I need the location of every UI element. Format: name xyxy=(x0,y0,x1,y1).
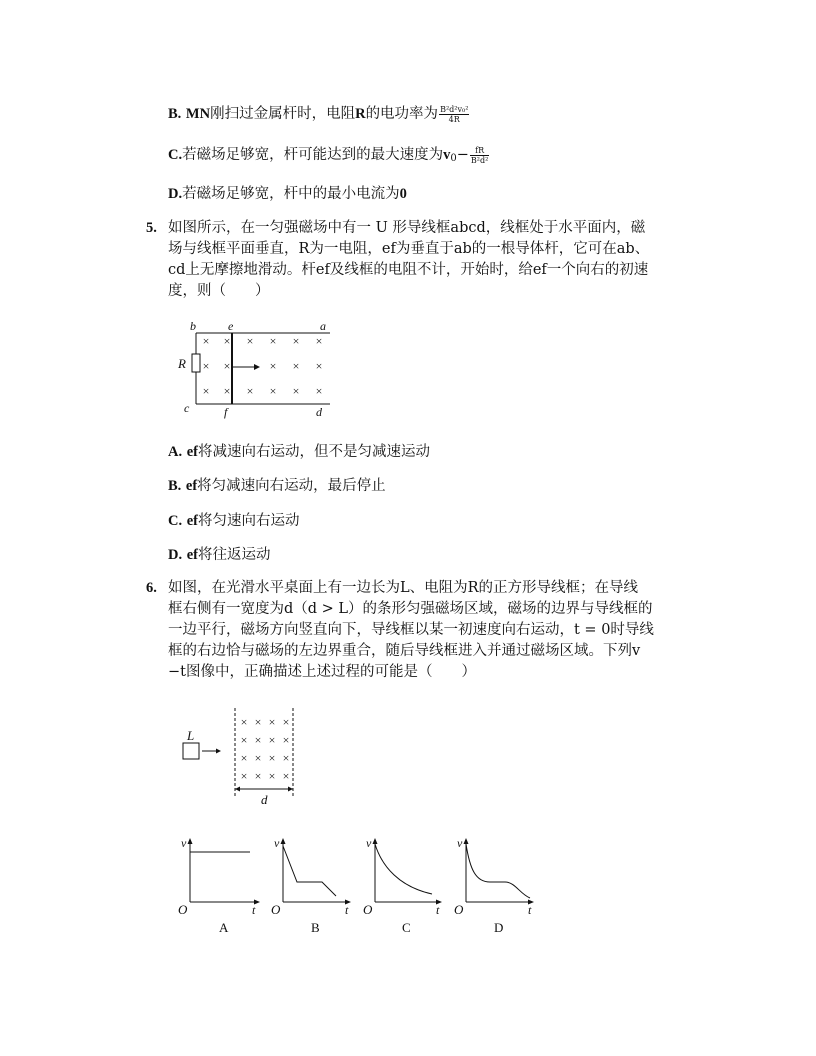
label-d: d xyxy=(261,792,268,807)
field-cross-mark: × xyxy=(282,715,290,729)
q5-stem-line: 场与线框平面垂直，R为一电阻，ef为垂直于ab的一根导体杆，它可在ab、 xyxy=(168,241,650,257)
q5-option-c: C. ef将匀速向右运动 xyxy=(168,513,300,529)
field-cross-mark: × xyxy=(240,769,248,783)
label-b: b xyxy=(190,319,196,333)
label-a: a xyxy=(320,319,326,333)
field-cross-mark: × xyxy=(268,769,276,783)
field-cross-mark: × xyxy=(254,751,262,765)
field-cross-mark: × xyxy=(268,733,276,747)
label-l: L xyxy=(187,728,195,743)
speed-fraction: $\frac{fR}{\text{B²d²}}$ xyxy=(470,145,489,165)
field-cross-mark: × xyxy=(254,733,262,747)
axis-v-label: v xyxy=(366,836,372,850)
label-d: d xyxy=(316,405,322,419)
q5-stem-line: cd上无摩擦地滑动。杆ef及线框的电阻不计，开始时，给ef一个向右的初速 xyxy=(168,262,649,278)
dimension-arrow-right-icon xyxy=(288,787,293,792)
graph-d xyxy=(454,836,534,935)
magnetic-field-crosses xyxy=(203,334,323,398)
field-cross-mark: × xyxy=(223,384,231,398)
field-cross-mark: × xyxy=(292,334,300,348)
field-cross-mark: × xyxy=(269,384,277,398)
magnetic-field-crosses xyxy=(241,715,290,783)
field-cross-mark: × xyxy=(202,334,210,348)
axis-t-label: t xyxy=(436,903,440,917)
power-fraction: $\frac{\text{B²d²v₀²}}{4R}$ xyxy=(440,104,469,124)
label-r: R xyxy=(178,356,186,371)
axis-t-label: t xyxy=(528,903,532,917)
dimension-arrow-left-icon xyxy=(235,787,240,792)
origin-label: O xyxy=(363,902,373,917)
label-c: c xyxy=(184,401,190,415)
field-cross-mark: × xyxy=(268,715,276,729)
field-cross-mark: × xyxy=(292,359,300,373)
graph-b xyxy=(271,836,351,935)
velocity-arrow-icon xyxy=(254,364,260,370)
vt-graphs xyxy=(170,832,550,942)
field-cross-mark: × xyxy=(282,733,290,747)
graph-caption: A xyxy=(219,920,229,935)
graph-caption: B xyxy=(311,920,320,935)
field-cross-mark: × xyxy=(254,769,262,783)
q5-stem-line: 如图所示，在一匀强磁场中有一 U 形导线框abcd，线框处于水平面内，磁 xyxy=(168,220,646,236)
field-cross-mark: × xyxy=(269,359,277,373)
field-cross-mark: × xyxy=(315,359,323,373)
label-f: f xyxy=(224,405,228,419)
field-cross-mark: × xyxy=(315,334,323,348)
graph-c xyxy=(363,836,442,935)
q6-stem-line: 如图，在光滑水平桌面上有一边长为L、电阻为R的正方形导线框；在导线 xyxy=(168,580,639,596)
field-cross-mark: × xyxy=(246,384,254,398)
field-cross-mark: × xyxy=(223,359,231,373)
field-cross-mark: × xyxy=(268,751,276,765)
field-cross-mark: × xyxy=(282,769,290,783)
origin-label: O xyxy=(454,902,464,917)
q5-option-a: A. ef将减速向右运动，但不是匀减速运动 xyxy=(168,444,430,460)
q6-stem-line: 框右侧有一宽度为d（d > L）的条形匀强磁场区域，磁场的边界与导线框的 xyxy=(168,601,653,617)
field-cross-mark: × xyxy=(254,715,262,729)
origin-label: O xyxy=(178,902,188,917)
field-cross-mark: × xyxy=(315,384,323,398)
velocity-arrow-icon xyxy=(216,749,221,754)
graph-caption: C xyxy=(402,920,411,935)
q6-stem-line: 一边平行，磁场方向竖直向下，导线框以某一初速度向右运动，t = 0时导线 xyxy=(168,622,654,638)
q5-option-d: D. ef将往返运动 xyxy=(168,547,271,563)
square-frame xyxy=(183,743,199,759)
axis-v-label: v xyxy=(274,836,280,850)
q5-circuit-figure xyxy=(170,316,340,422)
field-cross-mark: × xyxy=(240,751,248,765)
axis-v-label: v xyxy=(457,836,463,850)
field-cross-mark: × xyxy=(202,359,210,373)
field-cross-mark: × xyxy=(240,733,248,747)
field-cross-mark: × xyxy=(282,751,290,765)
resistor-r xyxy=(192,354,200,372)
axis-t-label: t xyxy=(252,903,256,917)
q6-stem-line: 框的右边恰与磁场的左边界重合，随后导线框进入并通过磁场区域。下列v xyxy=(168,643,641,659)
field-cross-mark: × xyxy=(292,384,300,398)
field-cross-mark: × xyxy=(240,715,248,729)
field-cross-mark: × xyxy=(246,334,254,348)
q6-field-figure xyxy=(178,706,308,808)
q4-option-b: B. MN刚扫过金属杆时，电阻R的电功率为 $\frac{\text{B²d²v₀²}}{4R}$ xyxy=(168,104,469,124)
q5-number: 5. xyxy=(146,220,157,236)
graph-a xyxy=(178,836,260,935)
q4-option-c: C.若磁场足够宽，杆可能达到的最大速度为$v_0-$ $\frac{fR}{\text{B²d²}}$ xyxy=(168,145,489,165)
label-e: e xyxy=(228,319,234,333)
q6-number: 6. xyxy=(146,580,157,596)
origin-label: O xyxy=(271,902,281,917)
q6-stem-line: −t图像中，正确描述上述过程的可能是（ ） xyxy=(168,664,476,680)
graph-caption: D xyxy=(494,920,504,935)
q5-stem-line: 度，则（ ） xyxy=(168,283,270,299)
field-cross-mark: × xyxy=(269,334,277,348)
q4-option-d: D.若磁场足够宽，杆中的最小电流为0 xyxy=(168,186,407,202)
axis-v-label: v xyxy=(181,836,187,850)
field-cross-mark: × xyxy=(202,384,210,398)
axis-t-label: t xyxy=(345,903,349,917)
field-cross-mark: × xyxy=(223,334,231,348)
q5-option-b: B. ef将匀减速向右运动，最后停止 xyxy=(168,478,386,494)
